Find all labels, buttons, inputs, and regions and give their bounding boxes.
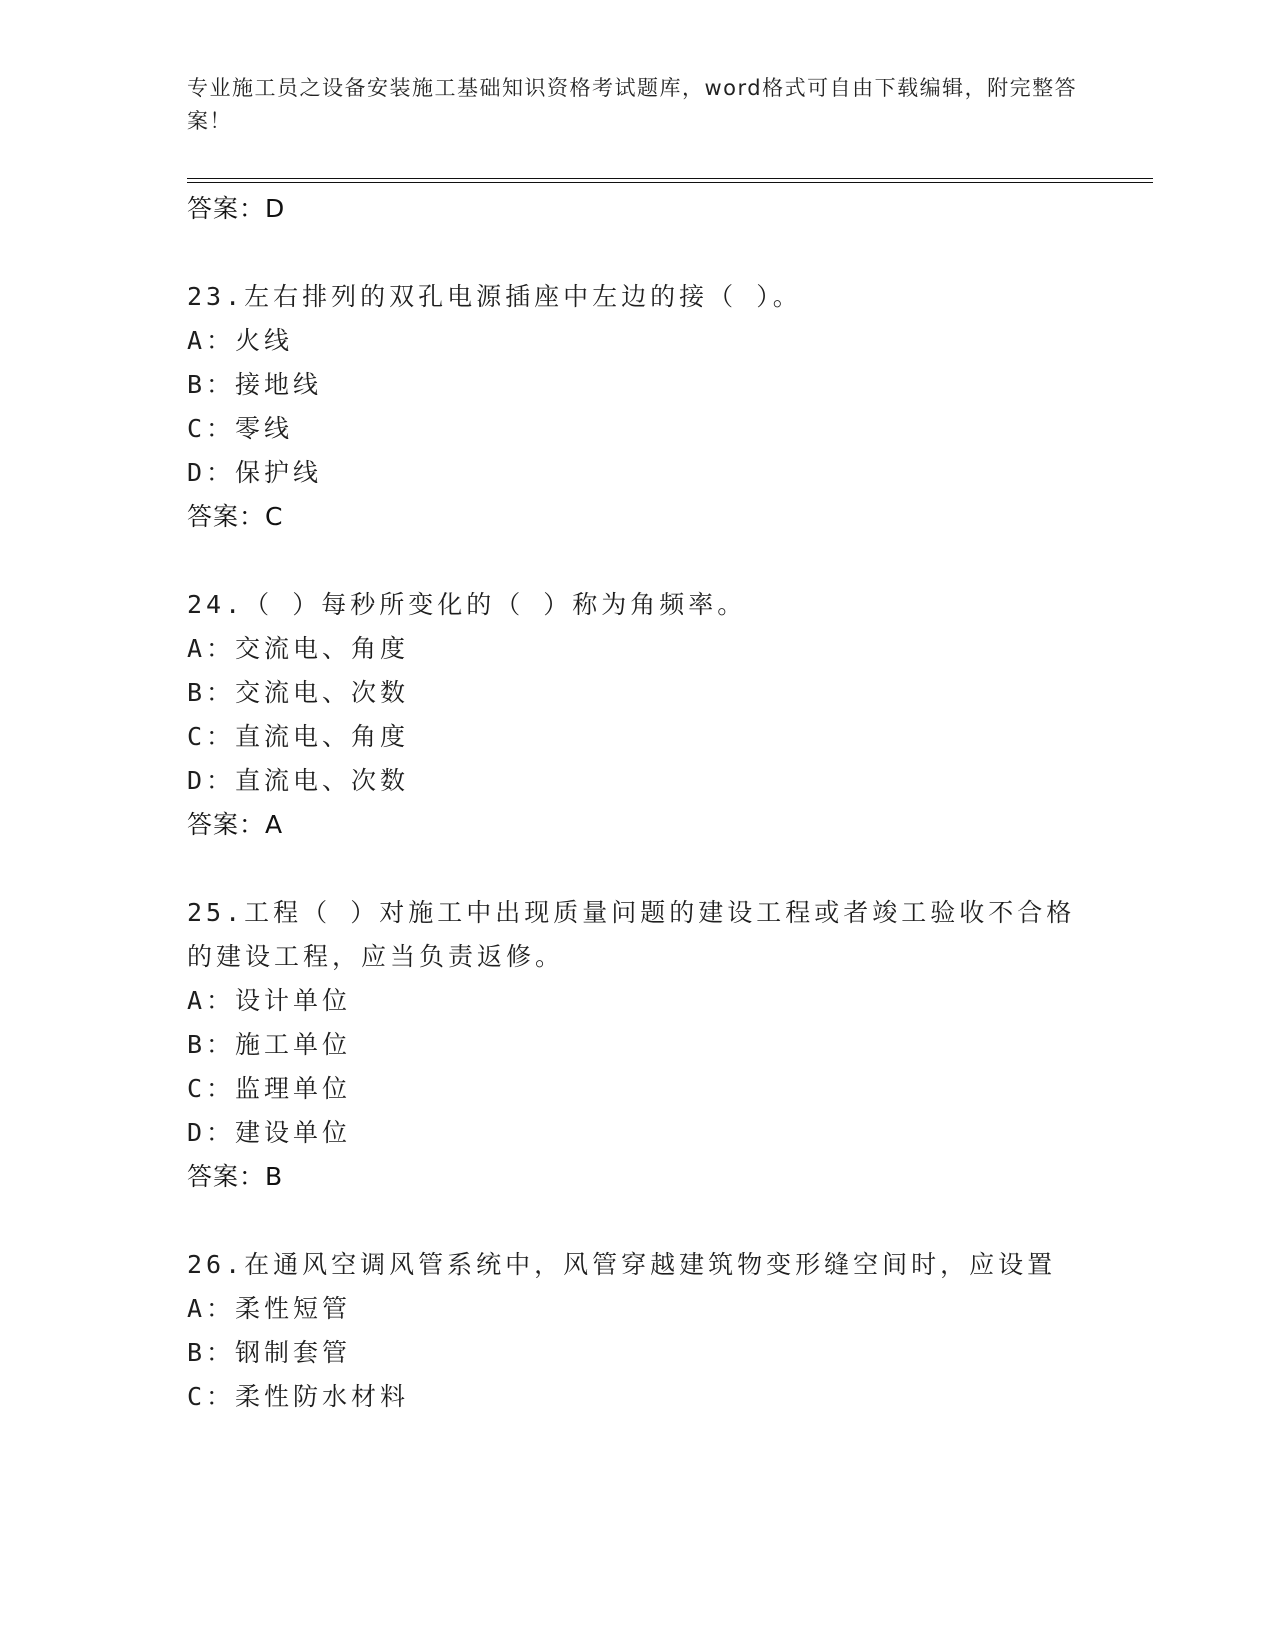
question-25-stem: 25.工程（ ）对施工中出现质量问题的建设工程或者竣工验收不合格: [187, 898, 1076, 927]
header-divider: [187, 178, 1153, 183]
question-26-option-a: A：柔性短管: [187, 1294, 352, 1323]
question-24-answer: 答案：A: [187, 810, 284, 839]
question-26-option-c: C：柔性防水材料: [187, 1382, 410, 1411]
question-26-option-b: B：钢制套管: [187, 1338, 352, 1367]
question-25-stem-continued: 的建设工程，应当负责返修。: [187, 942, 565, 971]
question-25-option-c: C：监理单位: [187, 1074, 352, 1103]
question-24-stem: 24.（ ）每秒所变化的（ ）称为角频率。: [187, 590, 747, 619]
question-25-option-a: A：设计单位: [187, 986, 352, 1015]
question-23-answer: 答案：C: [187, 502, 284, 531]
document-header-text: 专业施工员之设备安装施工基础知识资格考试题库，word格式可自由下载编辑，附完整答案！: [187, 76, 1078, 133]
question-25-option-d: D：建设单位: [187, 1118, 352, 1147]
question-24-option-b: B：交流电、次数: [187, 678, 410, 707]
question-23-option-a: A：火线: [187, 326, 294, 355]
question-25-answer: 答案：B: [187, 1162, 284, 1191]
question-23-option-d: D：保护线: [187, 458, 323, 487]
question-23-stem: 23.左右排列的双孔电源插座中左边的接（ ）。: [187, 282, 802, 311]
question-23-option-c: C：零线: [187, 414, 294, 443]
question-23-option-b: B：接地线: [187, 370, 323, 399]
question-24-option-c: C：直流电、角度: [187, 722, 410, 751]
answer-line: 答案：D: [187, 194, 286, 223]
question-25-option-b: B：施工单位: [187, 1030, 352, 1059]
question-24-option-a: A：交流电、角度: [187, 634, 410, 663]
question-24-option-d: D：直流电、次数: [187, 766, 410, 795]
question-26-stem: 26.在通风空调风管系统中，风管穿越建筑物变形缝空间时，应设置: [187, 1250, 1057, 1279]
